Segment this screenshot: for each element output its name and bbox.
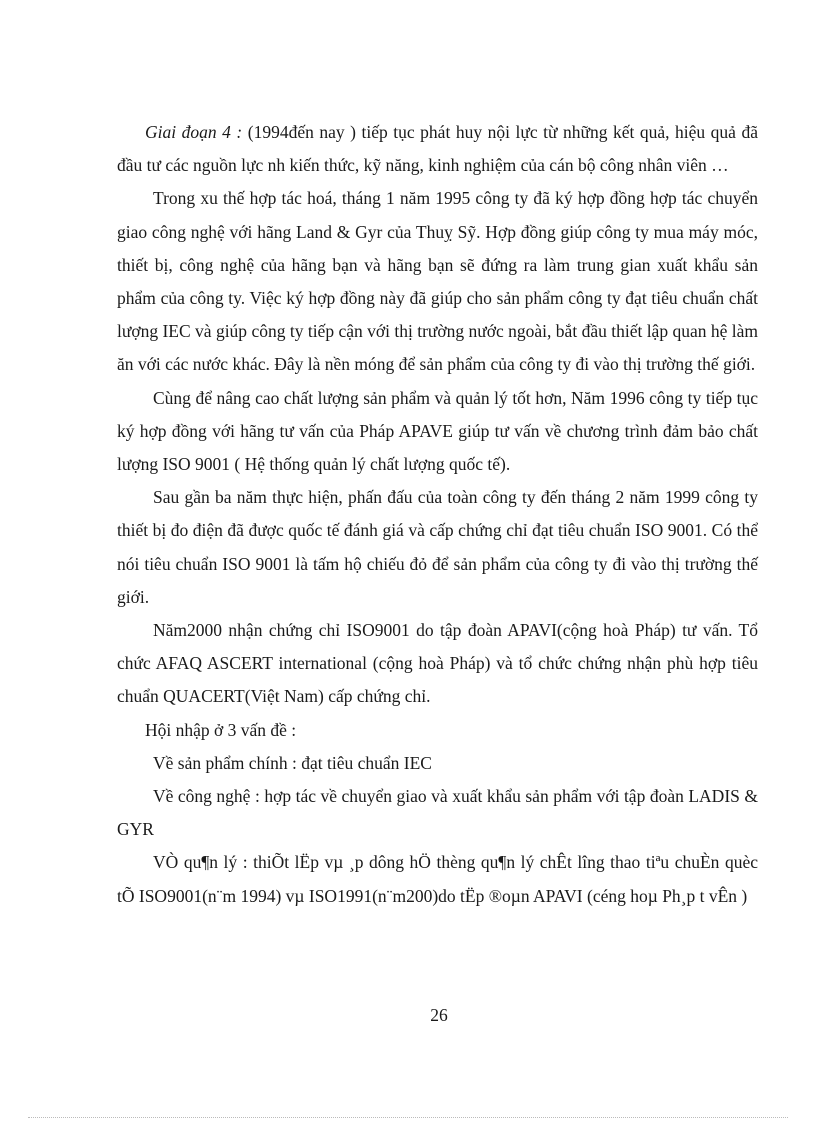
paragraph-cooperation-1995: Trong xu thế hợp tác hoá, tháng 1 năm 1995 công ty đã ký hợp đồng hợp tác chuyển giao công nghệ với hãng Land & Gyr của Thuỵ Sỹ. Hợp đồng giúp công ty mua máy móc, thiết bị, công nghệ của hãng bạn và hãng bạn sẽ đứng ra làm trung gian xuất khẩu sản phẩm của công ty. Việc ký hợp đồng này đã giúp cho sản phẩm công ty đạt tiêu chuẩn chất lượng IEC và giúp công ty tiếp cận với thị trường nước ngoài, bắt đầu thiết lập quan hệ làm ăn với các nước khác. Đây là nền móng để sản phẩm của công ty đi vào thị trường thế giới.: [117, 188, 758, 375]
paragraph-integration-heading: Hội nhập ở 3 vấn đề :: [145, 719, 297, 740]
paragraph-iso-1999: Sau gần ba năm thực hiện, phấn đấu của toàn công ty đến tháng 2 năm 1999 công ty thiết bị đo điện đã được quốc tế đánh giá và cấp chứng chỉ đạt tiêu chuẩn ISO 9001. Có thể nói tiêu chuẩn ISO 9001 là tấm hộ chiếu đỏ để sản phẩm của công ty đi vào thị trường thế giới.: [117, 487, 758, 607]
stage-text: (1994đến nay ) tiếp tục phát huy nội lực từ những kết quả, hiệu quả đã đầu tư các nguồn lực nh kiến thức, kỹ năng, kinh nghiệm của cán bộ công nhân viên …: [117, 122, 758, 176]
paragraph-technology: Về công nghệ : hợp tác về chuyển giao và xuất khẩu sản phẩm với tập đoàn LADIS & GYR: [117, 786, 758, 840]
stage-label: Giai đoạn 4 :: [145, 122, 243, 142]
page-number: 26: [430, 1005, 448, 1025]
paragraph-apave-1996: Cùng để nâng cao chất lượng sản phẩm và quản lý tốt hơn, Năm 1996 công ty tiếp tục ký hợp đồng với hãng tư vấn của Pháp APAVE giúp tư vấn về chương trình đảm bảo chất lượng ISO 9001 ( Hệ thống quản lý chất lượng quốc tế).: [117, 387, 758, 475]
body-text: [117, 116, 758, 913]
paragraph-products: Về sản phẩm chính : đạt tiêu chuẩn IEC: [153, 752, 432, 773]
paragraph-management: VÒ qu¶n lý : thiÕt lËp vµ ¸p dông hÖ thèng qu¶n lý chÊt lîng thao tiªu chuÈn quèc tÕ ISO9001(n¨m 1994) vµ ISO1991(n¨m200)do tËp ®oµn APAVI (céng hoµ Ph¸p t vÊn ): [117, 852, 758, 906]
page-bottom-rule: [28, 1117, 788, 1118]
paragraph-stage-4: [117, 116, 758, 182]
paragraph-certification-2000: Năm2000 nhận chứng chỉ ISO9001 do tập đoàn APAVI(cộng hoà Pháp) tư vấn. Tổ chức AFAQ ASCERT international (cộng hoà Pháp) và tổ chức chứng nhận phù hợp tiêu chuẩn QUACERT(Việt Nam) cấp chứng chỉ.: [117, 620, 758, 707]
